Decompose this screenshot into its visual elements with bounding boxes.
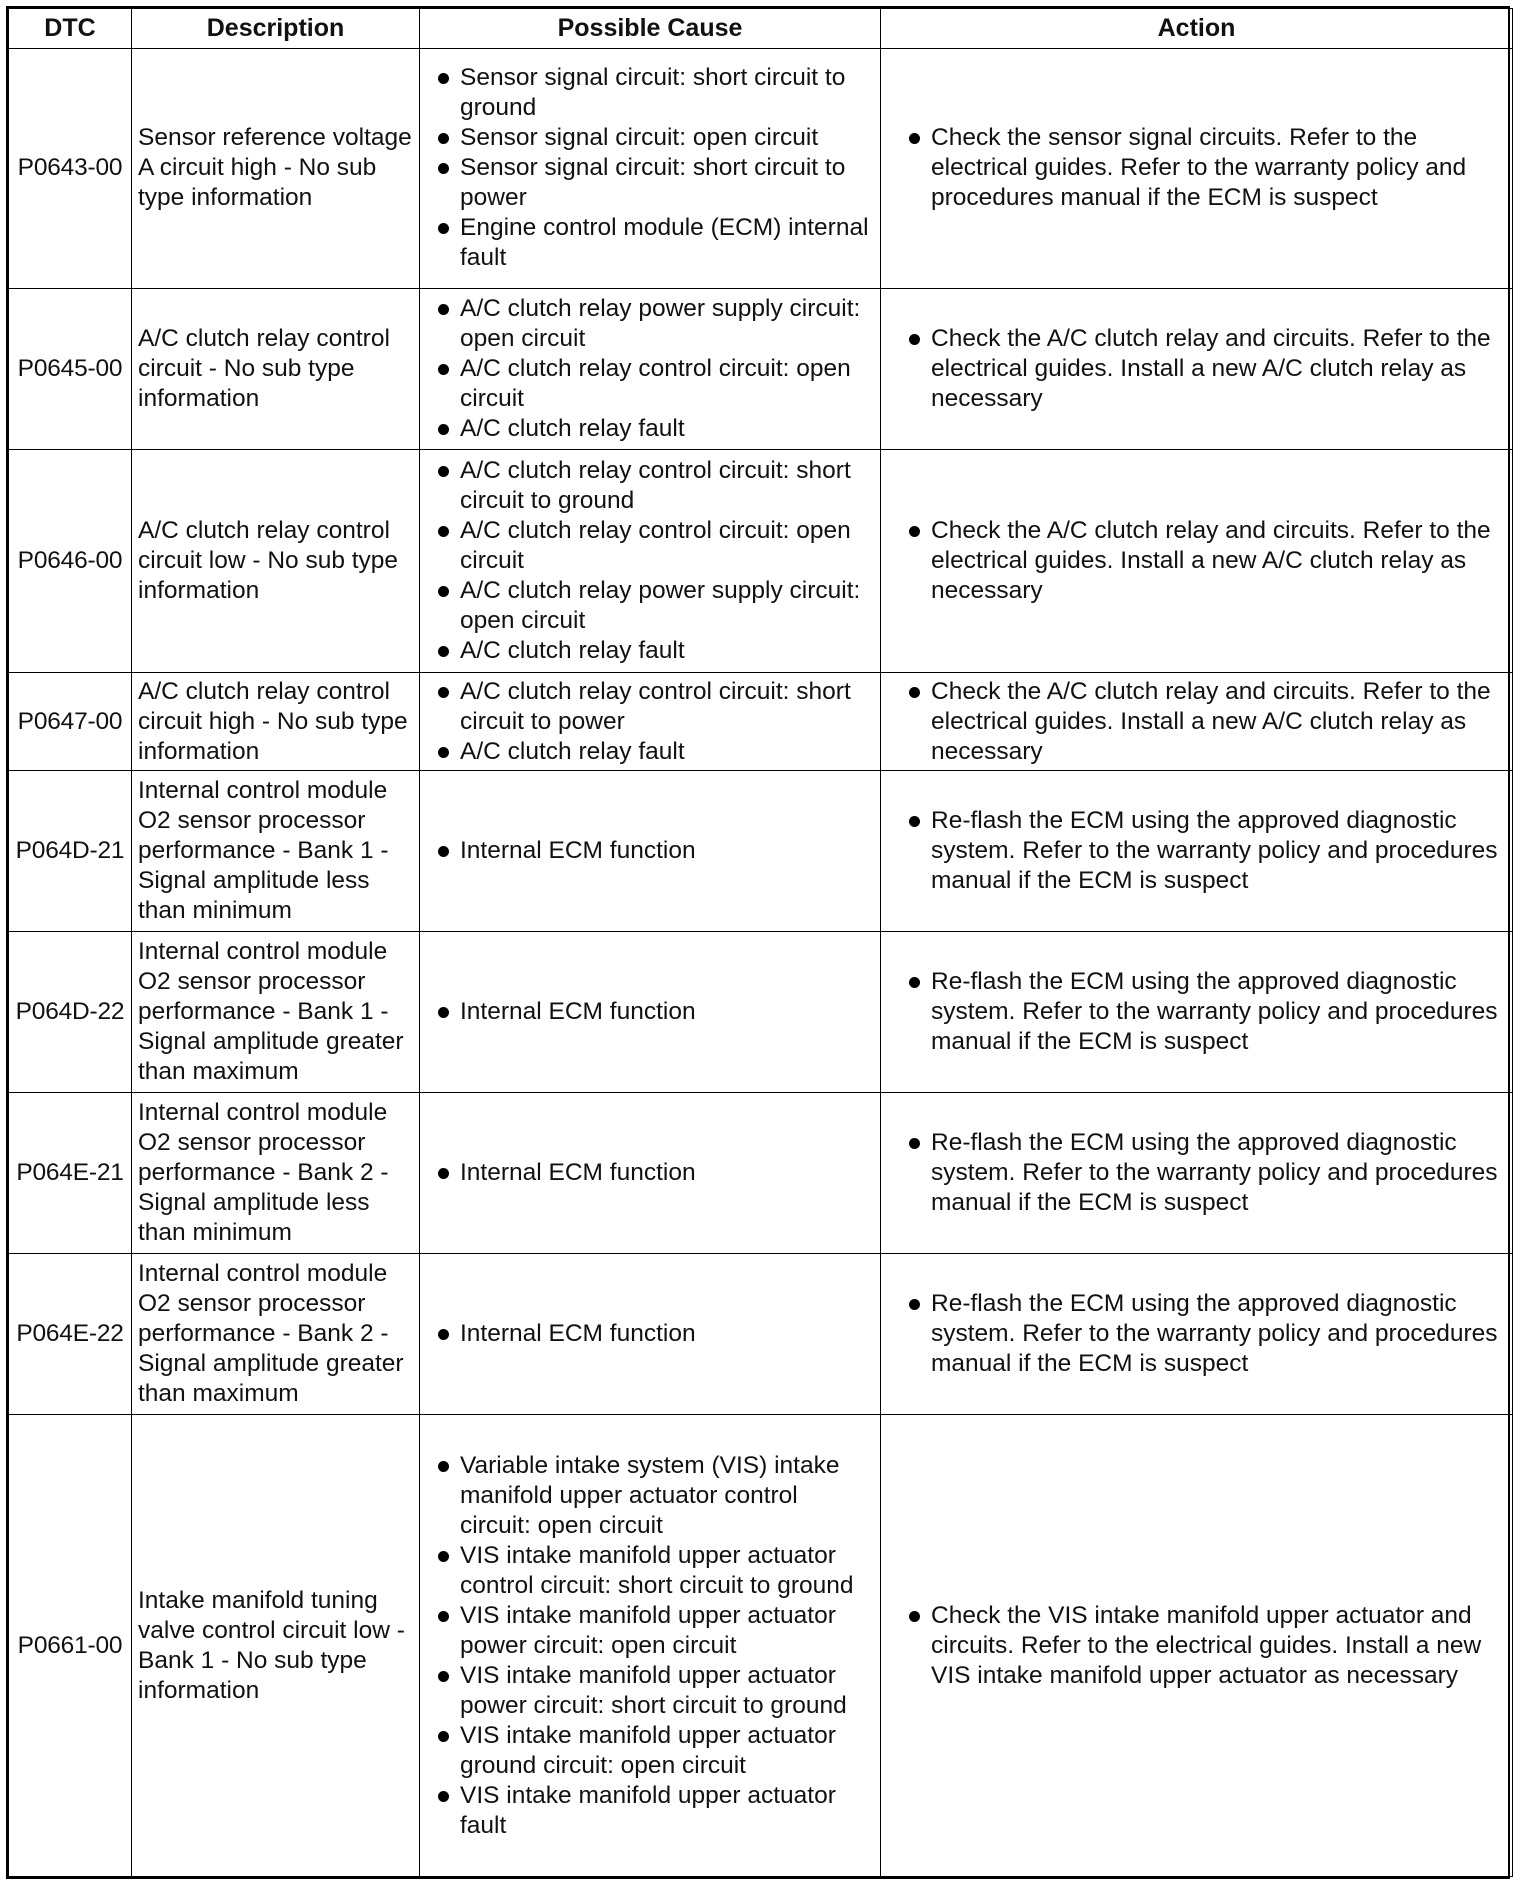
dtc-code: P064D-22 [9, 932, 132, 1093]
action-list [887, 1601, 1506, 1691]
action-cell [881, 288, 1513, 449]
cause-item: Sensor signal circuit: short circuit to ground [426, 63, 874, 123]
action-list [887, 967, 1506, 1057]
action-item: Re-flash the ECM using the approved diagnostic system. Refer to the warranty policy and procedures manual if the ECM is suspect [887, 1289, 1506, 1379]
action-item: Re-flash the ECM using the approved diagnostic system. Refer to the warranty policy and procedures manual if the ECM is suspect [887, 1128, 1506, 1218]
cause-cell [420, 1093, 881, 1254]
dtc-code: P0646-00 [9, 449, 132, 672]
cause-cell [420, 672, 881, 771]
cause-item: VIS intake manifold upper actuator fault [426, 1781, 874, 1841]
header-description: Description [132, 9, 420, 49]
table-row [9, 49, 1513, 289]
cause-item: VIS intake manifold upper actuator power circuit: open circuit [426, 1601, 874, 1661]
cause-cell [420, 449, 881, 672]
dtc-table-sheet [6, 6, 1510, 1879]
dtc-code: P0661-00 [9, 1415, 132, 1877]
dtc-code: P0643-00 [9, 49, 132, 289]
cause-cell [420, 771, 881, 932]
action-cell [881, 672, 1513, 771]
action-item: Check the A/C clutch relay and circuits. Refer to the electrical guides. Install a new A/C clutch relay as necessary [887, 677, 1506, 767]
cause-list [426, 63, 874, 273]
cause-item: Internal ECM function [426, 1319, 874, 1349]
cause-item: A/C clutch relay power supply circuit: open circuit [426, 576, 874, 636]
action-list [887, 1128, 1506, 1218]
table-row [9, 932, 1513, 1093]
table-row [9, 672, 1513, 771]
cause-list [426, 997, 874, 1027]
table-row [9, 1254, 1513, 1415]
cause-item: Internal ECM function [426, 836, 874, 866]
cause-item: VIS intake manifold upper actuator power circuit: short circuit to ground [426, 1661, 874, 1721]
table-row [9, 288, 1513, 449]
cause-cell [420, 1415, 881, 1877]
cause-item: A/C clutch relay power supply circuit: open circuit [426, 294, 874, 354]
cause-cell [420, 49, 881, 289]
cause-cell [420, 1254, 881, 1415]
header-action: Action [881, 9, 1513, 49]
action-cell [881, 1415, 1513, 1877]
description-cell: Internal control module O2 sensor processor performance - Bank 2 - Signal amplitude greater than maximum [132, 1254, 420, 1415]
dtc-code: P0647-00 [9, 672, 132, 771]
action-cell [881, 771, 1513, 932]
action-item: Re-flash the ECM using the approved diagnostic system. Refer to the warranty policy and procedures manual if the ECM is suspect [887, 806, 1506, 896]
cause-list [426, 1319, 874, 1349]
table-row [9, 449, 1513, 672]
description-cell: A/C clutch relay control circuit high - No sub type information [132, 672, 420, 771]
dtc-code: P064E-22 [9, 1254, 132, 1415]
action-item: Check the A/C clutch relay and circuits. Refer to the electrical guides. Install a new A/C clutch relay as necessary [887, 324, 1506, 414]
cause-list [426, 456, 874, 666]
table-body [9, 49, 1513, 1877]
cause-item: Variable intake system (VIS) intake manifold upper actuator control circuit: open circuit [426, 1451, 874, 1541]
cause-item: A/C clutch relay fault [426, 737, 874, 767]
cause-cell [420, 932, 881, 1093]
description-cell: Internal control module O2 sensor processor performance - Bank 2 - Signal amplitude less than minimum [132, 1093, 420, 1254]
cause-item: A/C clutch relay fault [426, 414, 874, 444]
cause-item: Engine control module (ECM) internal fault [426, 213, 874, 273]
cause-list [426, 294, 874, 444]
action-cell [881, 49, 1513, 289]
cause-list [426, 1451, 874, 1841]
dtc-code: P064E-21 [9, 1093, 132, 1254]
action-cell [881, 449, 1513, 672]
cause-item: A/C clutch relay control circuit: short circuit to ground [426, 456, 874, 516]
description-cell: Internal control module O2 sensor processor performance - Bank 1 - Signal amplitude greater than maximum [132, 932, 420, 1093]
cause-item: VIS intake manifold upper actuator ground circuit: open circuit [426, 1721, 874, 1781]
action-item: Check the A/C clutch relay and circuits. Refer to the electrical guides. Install a new A/C clutch relay as necessary [887, 516, 1506, 606]
dtc-code: P064D-21 [9, 771, 132, 932]
action-cell [881, 1254, 1513, 1415]
action-list [887, 516, 1506, 606]
header-dtc: DTC [9, 9, 132, 49]
action-item: Re-flash the ECM using the approved diagnostic system. Refer to the warranty policy and procedures manual if the ECM is suspect [887, 967, 1506, 1057]
table-header-row [9, 9, 1513, 49]
cause-item: A/C clutch relay control circuit: short circuit to power [426, 677, 874, 737]
action-list [887, 123, 1506, 213]
description-cell: A/C clutch relay control circuit low - No sub type information [132, 449, 420, 672]
cause-list [426, 1158, 874, 1188]
table-row [9, 771, 1513, 932]
action-item: Check the sensor signal circuits. Refer to the electrical guides. Refer to the warranty policy and procedures manual if the ECM is suspect [887, 123, 1506, 213]
cause-list [426, 836, 874, 866]
action-list [887, 806, 1506, 896]
cause-list [426, 677, 874, 767]
dtc-code: P0645-00 [9, 288, 132, 449]
dtc-table [8, 8, 1513, 1877]
cause-cell [420, 288, 881, 449]
cause-item: A/C clutch relay control circuit: open circuit [426, 354, 874, 414]
description-cell: Intake manifold tuning valve control circuit low - Bank 1 - No sub type information [132, 1415, 420, 1877]
cause-item: Internal ECM function [426, 997, 874, 1027]
description-cell: Internal control module O2 sensor processor performance - Bank 1 - Signal amplitude less than minimum [132, 771, 420, 932]
action-list [887, 677, 1506, 767]
action-list [887, 1289, 1506, 1379]
header-possible-cause: Possible Cause [420, 9, 881, 49]
cause-item: Sensor signal circuit: short circuit to power [426, 153, 874, 213]
table-row [9, 1093, 1513, 1254]
cause-item: Sensor signal circuit: open circuit [426, 123, 874, 153]
table-row [9, 1415, 1513, 1877]
cause-item: Internal ECM function [426, 1158, 874, 1188]
action-item: Check the VIS intake manifold upper actuator and circuits. Refer to the electrical guides. Install a new VIS intake manifold upper actuator as necessary [887, 1601, 1506, 1691]
cause-item: VIS intake manifold upper actuator control circuit: short circuit to ground [426, 1541, 874, 1601]
description-cell: A/C clutch relay control circuit - No sub type information [132, 288, 420, 449]
action-list [887, 324, 1506, 414]
action-cell [881, 1093, 1513, 1254]
cause-item: A/C clutch relay control circuit: open circuit [426, 516, 874, 576]
cause-item: A/C clutch relay fault [426, 636, 874, 666]
action-cell [881, 932, 1513, 1093]
description-cell: Sensor reference voltage A circuit high - No sub type information [132, 49, 420, 289]
